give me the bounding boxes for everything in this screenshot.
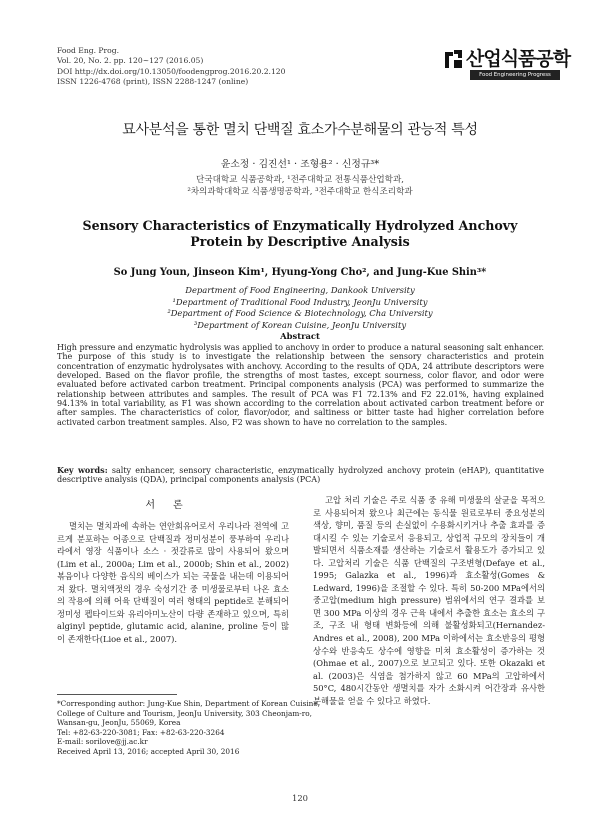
journal-volume: Vol. 20, No. 2. pp. 120~127 (2016.05) xyxy=(57,56,204,66)
english-affiliation-line: ²Department of Food Science & Biotechnology, Cha University xyxy=(167,308,433,319)
abstract-text: High pressure and enzymatic hydrolysis was applied to anchovy in order to produce a natural seasoning salt enhancer. The purpose of this study is to investigate the relationship between the sensory characteristics and protein concentration of enzymatic hydrolysates with anchovy. According to the results of QDA, 24 attribute descriptors were developed. Based on the flavor profile, the strengths of most tastes, except sourness, color flavor, and odor were evaluated before activated carbon treatment. Principal components analysis (PCA) was performed to summarize the relationship between attributes and samples. The result of PCA was F1 72.13% and F2 22.01%, having explained 94.13% in total variability, as F1 was shown according to the correlation about activated carbon treatment before or after samples. The characteristics of color, flavor/odor, and saltiness or bitter taste had higher correlation before activated carbon treatment samples. Also, F2 was shown to have no correlation to the samples. xyxy=(57,343,544,427)
korean-title: 묘사분석을 통한 멸치 단백질 효소가수분해물의 관능적 특성 xyxy=(122,122,478,138)
page-number: 120 xyxy=(292,793,308,803)
english-affiliation-line: ¹Department of Traditional Food Industry, JeonJu University xyxy=(172,296,428,307)
footnote-divider xyxy=(57,694,177,695)
keywords-text: salty enhancer, sensory characteristic, enzymatically hydrolyzed anchovy protein (eHAP), quantitative descriptive analysis (QDA), principal components analysis (PCA) xyxy=(57,466,544,485)
journal-header xyxy=(57,46,387,88)
footnote-line: Wansan-gu, JeonJu, 55069, Korea xyxy=(57,718,181,728)
korean-affiliation-line: 단국대학교 식품공학과, ¹전주대학교 전통식품산업학과, xyxy=(195,175,405,185)
logo-title: 산업식품공학 xyxy=(466,48,571,70)
english-authors: So Jung Youn, Jinseon Kim¹, Hyung-Yong Cho², and Jung-Kue Shin³* xyxy=(113,267,487,278)
korean-affiliations xyxy=(0,174,600,198)
footnote-line: Tel: +82-63-220-3081; Fax: +82-63-220-3264 xyxy=(57,727,225,737)
english-affiliation-line: Department of Food Engineering, Dankook University xyxy=(185,285,415,295)
section-heading-introduction: 서론 xyxy=(145,500,201,511)
english-affiliations xyxy=(0,285,600,331)
footnote-line: *Corresponding author: Jung-Kue Shin, Department of Korean Cuisine, xyxy=(57,699,320,708)
korean-authors: 윤소정 · 김진선¹ · 조형용² · 신정규³* xyxy=(220,159,380,170)
footnote-email[interactable]: E-mail: sorilove@jj.ac.kr xyxy=(57,737,148,747)
journal-logo xyxy=(442,44,571,86)
journal-name: Food Eng. Prog. xyxy=(57,46,119,55)
english-title: Sensory Characteristics of Enzymatically Hydrolyzed Anchovy Protein by Descriptive Analysis xyxy=(82,218,518,249)
corresponding-author-footnote xyxy=(57,699,320,757)
logo-subtitle: Food Engineering Progress xyxy=(470,70,560,80)
abstract-heading: Abstract xyxy=(280,331,320,341)
journal-logo-icon xyxy=(442,46,468,72)
keywords-label: Key words: xyxy=(57,465,108,475)
right-column-text: 고압 처리 기술은 주로 식품 중 유해 미생물의 살균을 목적으로 사용되어져 왔으나 최근에는 동식물 원료로부터 중요성분의 색상, 향미, 품질 등의 손실없이 수용화시키거나 추출 효과를 증대시킬 수 있는 기술로서 응용되고, 상업적 규모의 장치들이 개발되면서 식품소재를 생산하는 기술로서 활용도가 증가되고 있다. 고압처리 기술은 식품 단백질의 구조변형(Defaye et al., 1995; Galazka et al., 1996)과 효소활성(Gomes & Ledward, 1996)을 조절할 수 있다. 특히 50-200 MPa에서의 중고압(medium high pressure) 범위에서의 연구 결과를 보면 300 MPa 이상의 경우 근육 내에서 추출한 효소는 효소의 구조, 구조 내 형태 변화등에 의해 불활성화되고(Hernandez-Andres et al., 2008), 200 MPa 이하에서는 효소반응의 평형상수와 반응속도 상수에 영향을 미쳐 효소활성이 증가하는 것(Ohmae et al., 2007)으로 보고되고 있다. 또한 Okazaki et al. (2003)은 식염을 첨가하지 않고 60 MPa의 고압하에서 50°C, 480시간동안 생멸치를 자가 소화시켜 어간장과 유사한 분해물을 얻을 수 있다고 하였다. xyxy=(313,495,545,706)
journal-doi[interactable]: DOI http://dx.doi.org/10.13050/foodengprog.2016.20.2.120 xyxy=(57,66,286,76)
footnote-line: College of Culture and Tourism, JeonJu University, 303 Cheonjam-ro, xyxy=(57,708,312,718)
footnote-line: Received April 13, 2016; accepted April 30, 2016 xyxy=(57,746,240,756)
left-column-text: 멸치는 멸치과에 속하는 연안회유어로서 우리나라 전역에 고르게 분포하는 어종으로 단백질과 정미성분이 풍부하여 우리나라에서 영장 식품이나 소스 · 젓갈류로 많이 사용되어 왔으며(Lim et al., 2000a; Lim et al., 2000b; Shin et al., 2002) 볶음이나 다양한 음식의 베이스가 되는 국물을 내는데 이용되어져 왔다. 멸치액젓의 경우 숙성기간 중 미생물로부터 나온 효소의 작용에 의해 어육 단백질이 여러 형태의 peptide로 분해되어 정미성 펩타이드와 유리아미노산이 다량 존재하고 있으며, 특히 alginyl peptide, glutamic acid, alanine, proline 등이 많이 존재한다(Lioe et al., 2007). xyxy=(57,521,289,644)
keywords xyxy=(57,466,544,485)
korean-affiliation-line: ²차의과학대학교 식품생명공학과, ³전주대학교 한식조리학과 xyxy=(187,187,413,198)
english-affiliation-line: ³Department of Korean Cuisine, JeonJu University xyxy=(193,319,407,330)
journal-issn: ISSN 1226-4768 (print), ISSN 2288-1247 (online) xyxy=(57,77,249,87)
